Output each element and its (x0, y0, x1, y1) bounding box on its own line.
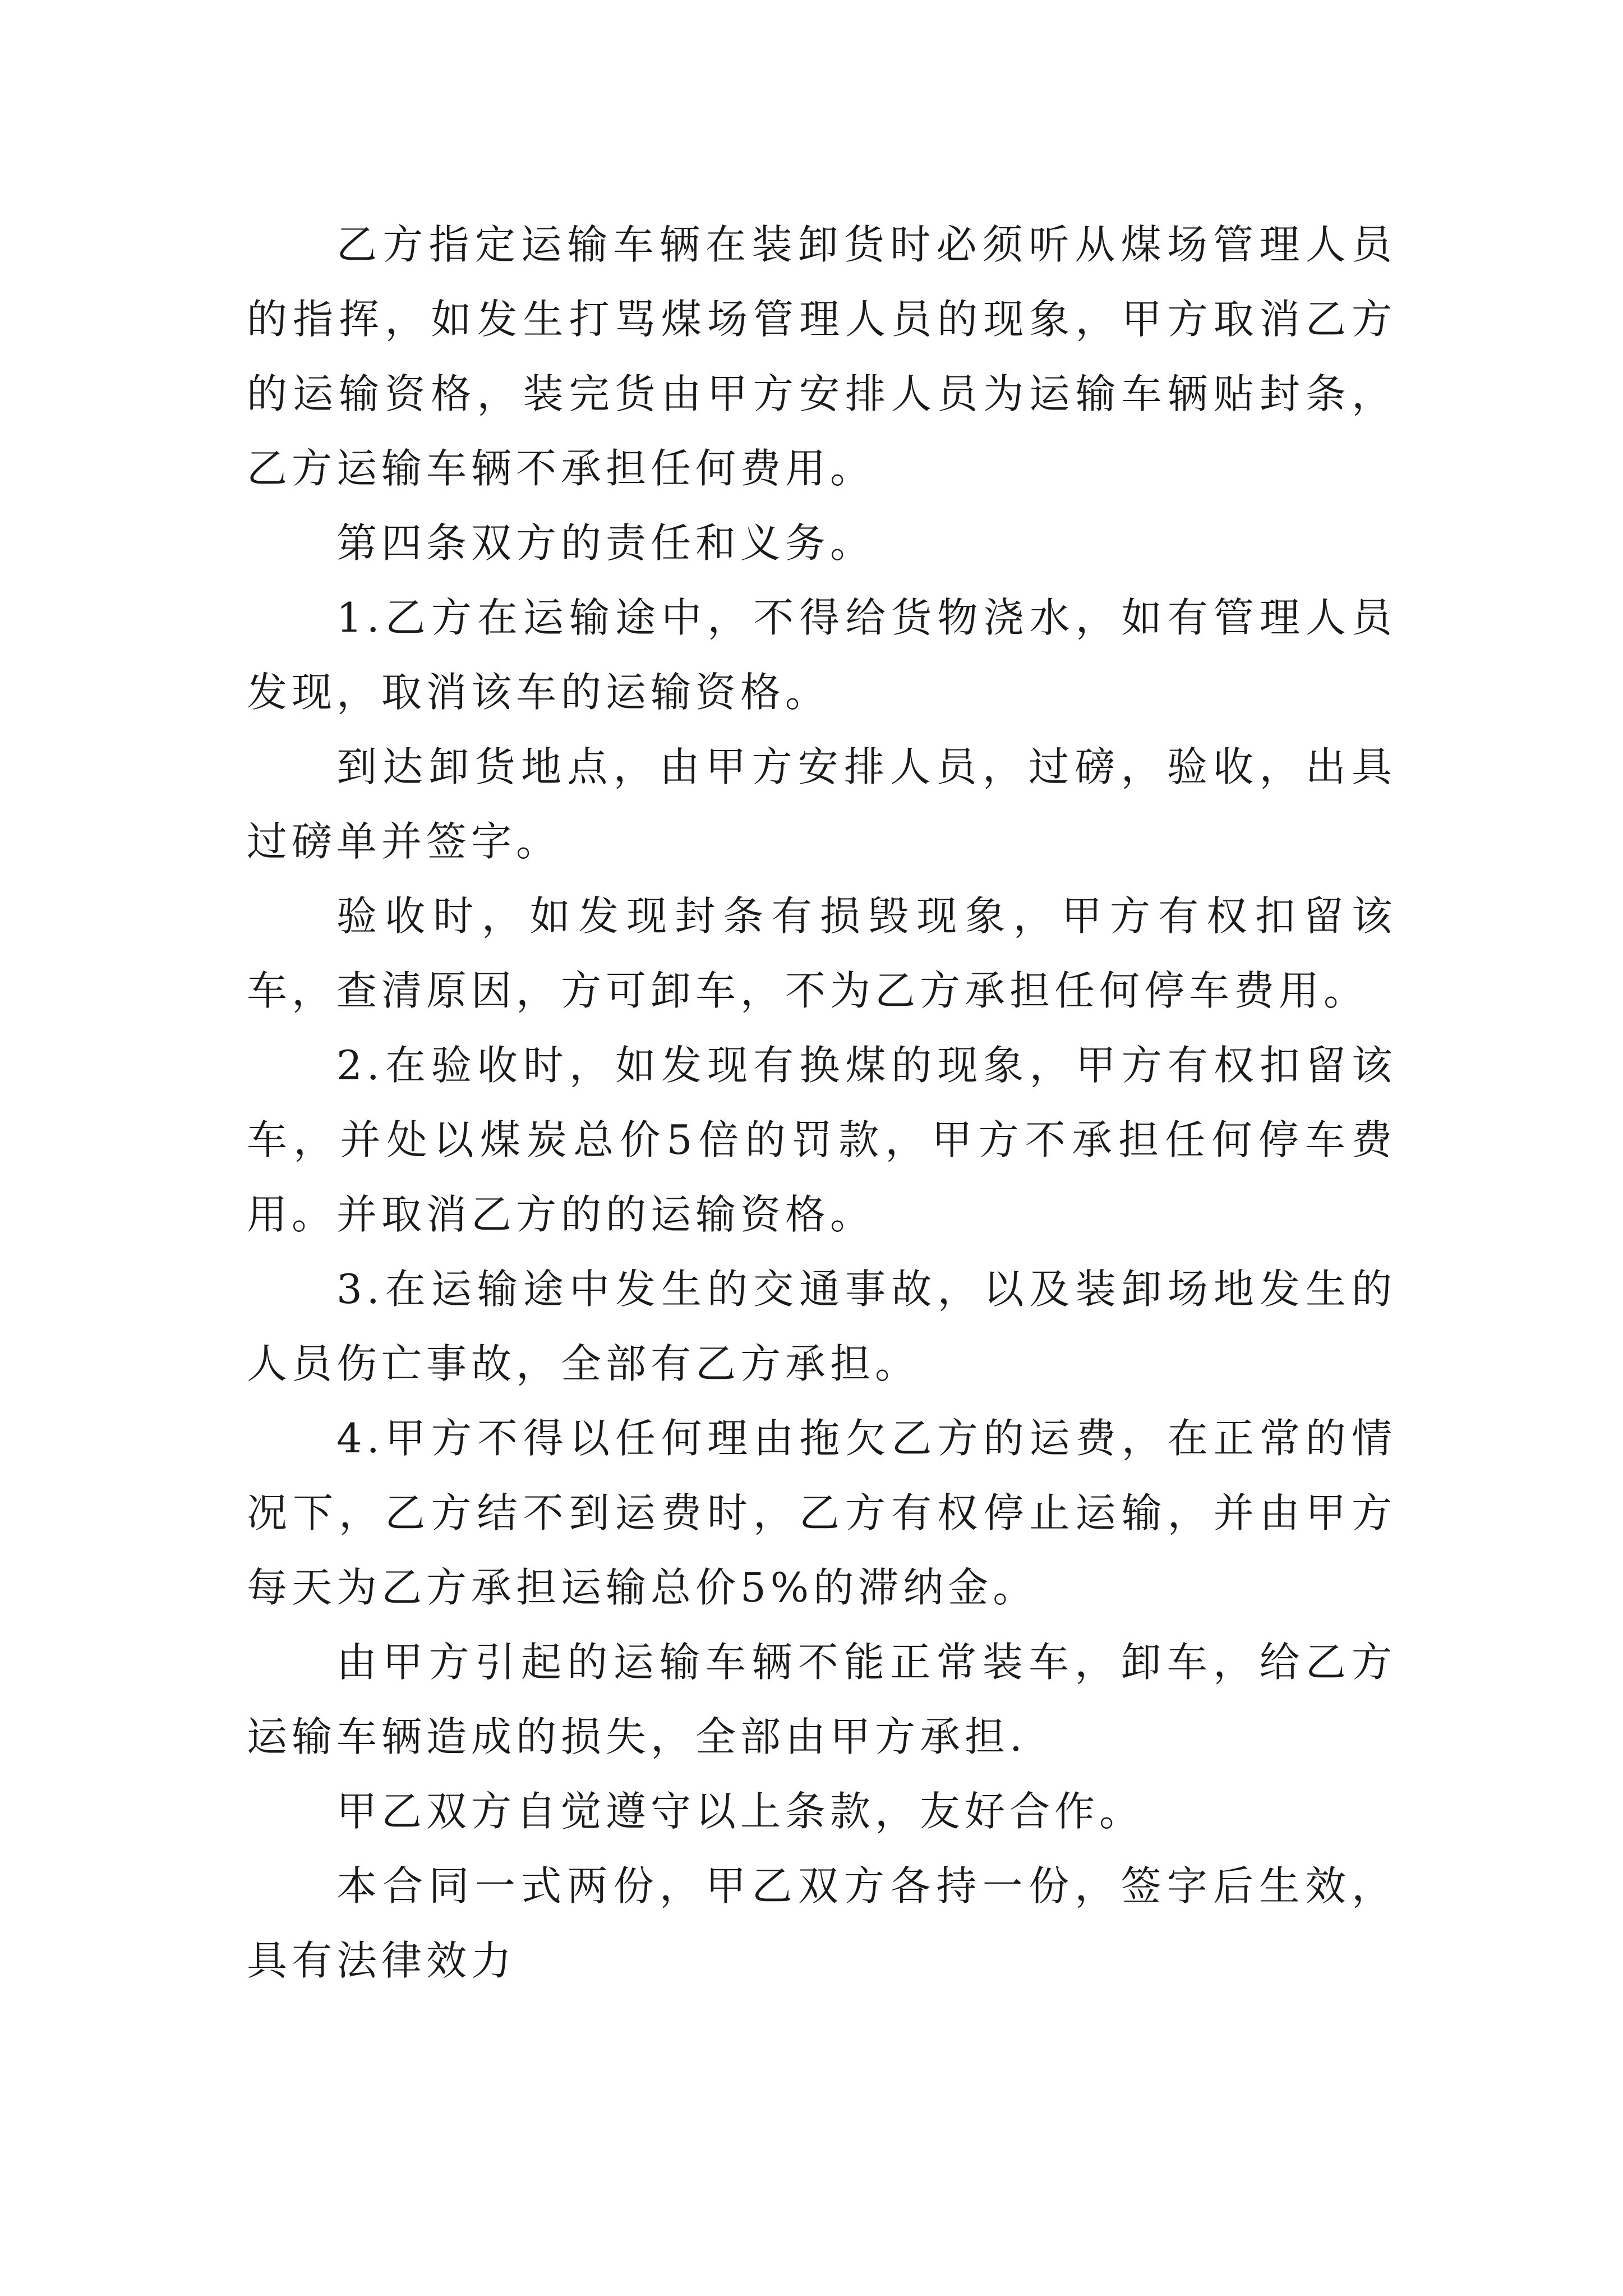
paragraph-unloading: 到达卸货地点，由甲方安排人员，过磅，验收，出具过磅单并签字。 (247, 743, 1396, 865)
paragraph-inspection: 验收时，如发现封条有损毁现象，甲方有权扣留该车，查清原因，方可卸车，不为乙方承担任何停车费用。 (247, 892, 1396, 1014)
paragraph-article-four-heading: 第四条双方的责任和义务。 (336, 519, 875, 567)
contract-body (247, 208, 1396, 1998)
paragraph-copies: 本合同一式两份，甲乙双方各持一份，签字后生效，具有法律效力 (247, 1862, 1396, 1984)
paragraph-loading-rules: 乙方指定运输车辆在装卸货时必须听从煤场管理人员的指挥，如发生打骂煤场管理人员的现象，甲方取消乙方的运输资格，装完货由甲方安排人员为运输车辆贴封条，乙方运输车辆不承担任何费用。 (247, 221, 1396, 492)
paragraph-cooperation: 甲乙双方自觉遵守以上条款，友好合作。 (336, 1788, 1145, 1835)
paragraph-clause-2: 2.在验收时，如发现有换煤的现象，甲方有权扣留该车，并处以煤炭总价5倍的罚款，甲方不承担任何停车费用。并取消乙方的的运输资格。 (247, 1042, 1396, 1238)
paragraph-clause-4: 4.甲方不得以任何理由拖欠乙方的运费，在正常的情况下，乙方结不到运费时，乙方有权停止运输，并由甲方每天为乙方承担运输总价5%的滞纳金。 (247, 1415, 1396, 1611)
paragraph-losses: 由甲方引起的运输车辆不能正常装车，卸车，给乙方运输车辆造成的损失，全部由甲方承担. (247, 1639, 1396, 1760)
paragraph-clause-3: 3.在运输途中发生的交通事故，以及装卸场地发生的人员伤亡事故，全部有乙方承担。 (247, 1266, 1396, 1387)
paragraph-clause-1: 1.乙方在运输途中，不得给货物浇水，如有管理人员发现，取消该车的运输资格。 (247, 594, 1396, 716)
